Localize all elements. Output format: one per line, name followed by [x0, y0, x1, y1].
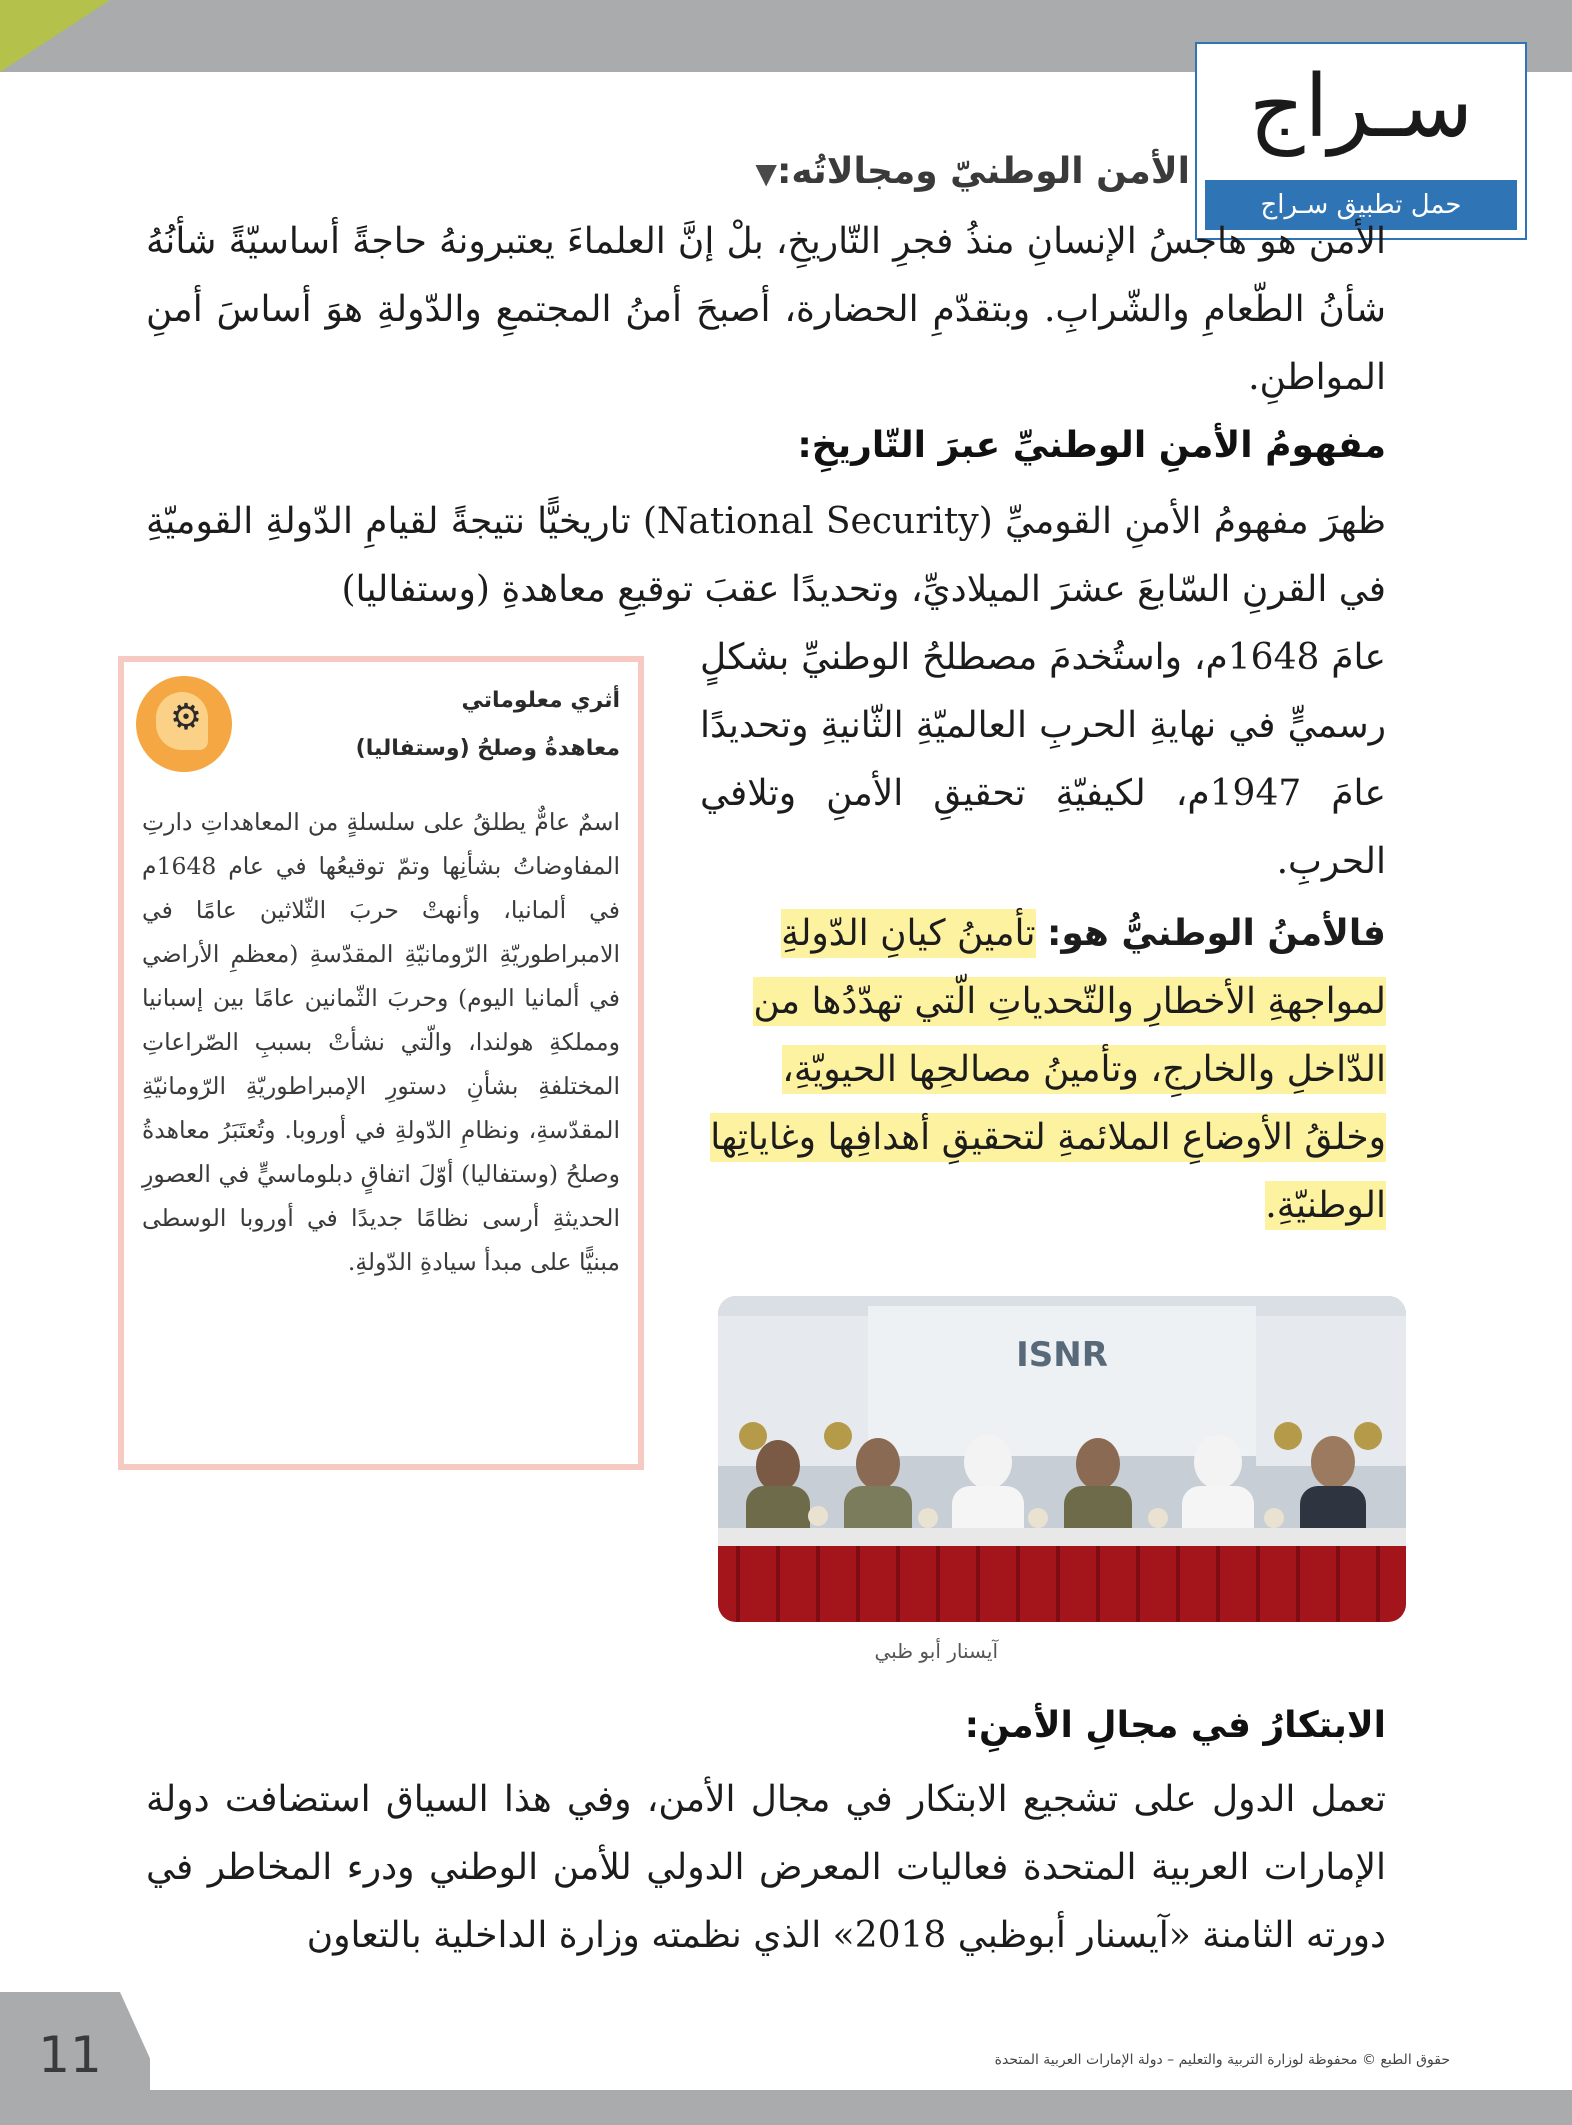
enrich-info-box — [118, 656, 644, 1470]
intro-paragraph: الأمن هو هاجسُ الإنسانِ منذُ فجرِ التّاريخِ، بلْ إنَّ العلماءَ يعتبرونهُ حاجةً أساسيّةً شأنُهُ شأنُ الطّعامِ والشّرابِ. وبتقدّمِ الحضارة، أصبحَ أمنُ المجتمعِ والدّولةِ هوَ أساسَ أمنِ المواطنِ. — [146, 221, 1386, 398]
photo-banner-text: ISNR — [1016, 1335, 1108, 1375]
section-heading-intro — [620, 146, 1190, 200]
innovation-paragraph: تعمل الدول على تشجيع الابتكار في مجال الأمن، وفي هذا السياق استضافت دولة الإمارات العربية المتحدة فعاليات المعرض الدولي للأمن الوطني ودرء المخاطر في دورته الثامنة «آيسنار أبوظبي 2018» الذي نظمته وزارة الداخلية بالتعاون — [146, 1779, 1386, 1956]
page-number: 11 — [38, 2026, 102, 2084]
copyright-notice: حقوق الطبع © محفوظة لوزارة التربية والتعليم – دولة الإمارات العربية المتحدة — [994, 2052, 1450, 2068]
concept-paragraph-full: ظهرَ مفهومُ الأمنِ القوميِّ (National Security) تاريخيًّا نتيجةً لقيامِ الدّولةِ القوميّةِ في القرنِ السّابعَ عشرَ الميلاديِّ، وتحديدًا عقبَ توقيعِ معاهدةِ (وستفاليا) — [146, 501, 1386, 610]
section-heading-concept: مفهومُ الأمنِ الوطنيِّ عبرَ التّاريخِ: — [797, 425, 1386, 466]
info-box-text: اسمٌ عامٌّ يطلقُ على سلسلةٍ من المعاهداتِ دارتِ المفاوضاتُ بشأنِها وتمّ توقيعُها في عام 1648م في ألمانيا، وأنهتْ حربَ الثّلاثين عامًا في الامبراطوريّةِ الرّومانيّةِ المقدّسةِ (معظمِ الأراضي في ألمانيا اليوم) وحربَ الثّمانين عامًا بين إسبانيا ومملكةِ هولندا، والّتي نشأتْ بسببِ الصّراعاتِ المختلفةِ بشأنِ دستورِ الإمبراطوريّةِ الرّومانيّةِ المقدّسةِ، ونظامِ الدّولةِ في أوروبا. وتُعتَبَرُ معاهدةُ وصلحُ (وستفاليا) أوّلَ اتفاقٍ دبلوماسيٍّ في العصورِ الحديثةِ أرسى نظامًا جديدًا في أوروبا الوسطى مبنيًّا على مبدأ سيادةِ الدّولةِ. — [142, 808, 620, 1276]
gear-icon: ⚙ — [169, 697, 203, 738]
top-accent-triangle — [0, 0, 110, 72]
info-box-subtitle: معاهدةُ وصلحُ (وستفاليا) — [355, 736, 620, 761]
heading-text: الأمن الوطنيّ ومجالاتُه: — [776, 151, 1190, 192]
photo-caption: آيسنار أبو ظبي — [874, 1639, 998, 1663]
definition-paragraph — [700, 900, 1386, 1240]
info-box-title: أثري معلوماتي — [461, 688, 620, 713]
triangle-marker-icon: ▼ — [755, 157, 777, 190]
logo-tagline: حمل تطبيق سـراج — [1205, 180, 1517, 230]
footer-bar — [150, 2090, 1572, 2125]
definition-label: فالأمنُ الوطنيُّ هو: — [1046, 913, 1386, 954]
head-gear-icon — [136, 676, 232, 772]
section-heading-innovation: الابتكارُ في مجالِ الأمنِ: — [964, 1705, 1386, 1746]
concept-paragraph-narrow: عامَ 1648م، واستُخدمَ مصطلحُ الوطنيِّ بشكلٍ رسميٍّ في نهايةِ الحربِ العالميّةِ الثّانيةِ وتحديدًا عامَ 1947م، لكيفيّةِ تحقيقِ الأمنِ وتلافي الحربِ. — [700, 637, 1386, 882]
definition-highlight: تأمينُ كيانِ الدّولةِ لمواجهةِ الأخطارِ والتّحدياتِ الّتي تهدّدُها من الدّاخلِ والخارجِ، وتأمينُ مصالحِها الحيويّةِ، وخلقُ الأوضاعِ الملائمةِ لتحقيقِ أهدافِها وغاياتِها الوطنيّةِ. — [710, 909, 1386, 1230]
conference-photo — [718, 1296, 1406, 1622]
logo-wordmark: سـراج — [1248, 57, 1474, 157]
